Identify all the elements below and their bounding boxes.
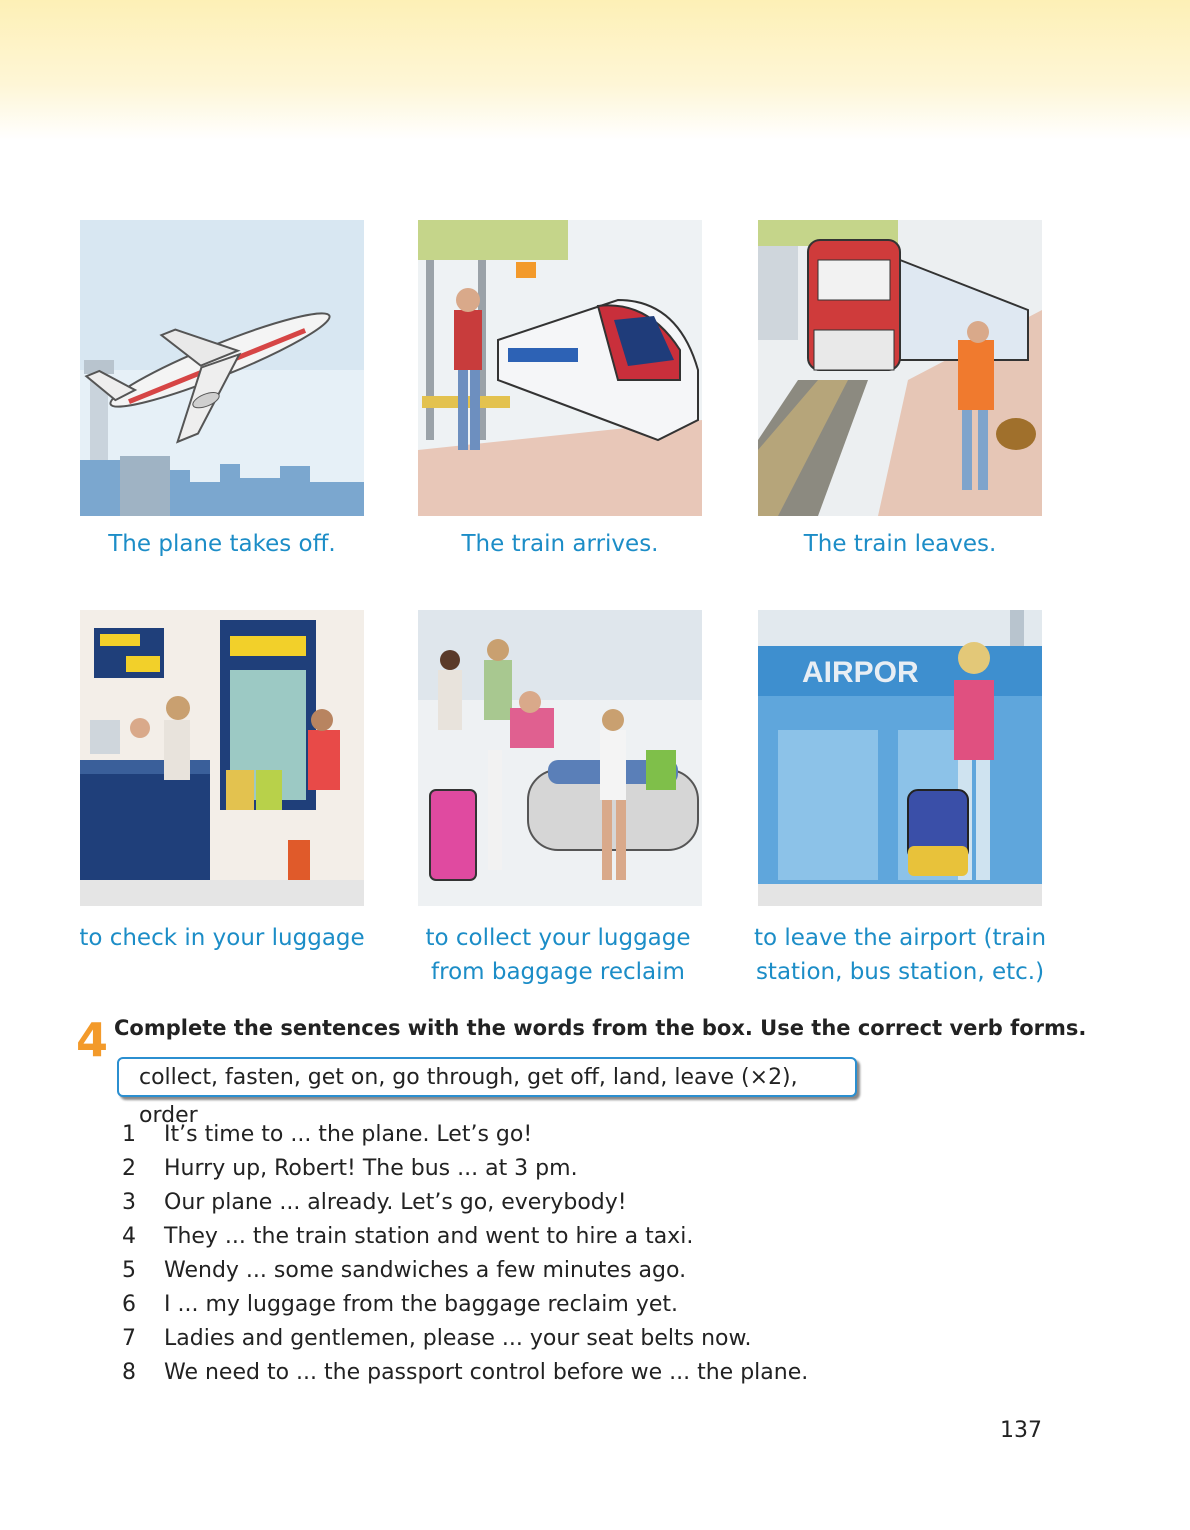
sentence-list	[118, 1118, 808, 1390]
caption-line: to check in your luggage	[79, 925, 365, 951]
item-text: Hurry up, Robert! The bus ... at 3 pm.	[164, 1156, 578, 1181]
item-text: Ladies and gentlemen, please ... your seat belts now.	[164, 1326, 752, 1351]
list-item	[118, 1118, 808, 1152]
item-number: 7	[122, 1326, 136, 1351]
caption-collect-luggage	[408, 921, 708, 989]
train-leaves-illustration	[758, 220, 1042, 516]
item-number: 6	[122, 1292, 136, 1317]
train-arrives-illustration	[418, 220, 702, 516]
list-item	[118, 1254, 808, 1288]
caption-line: to leave the airport (train	[753, 925, 1047, 951]
exercise-instruction: Complete the sentences with the words from the box. Use the correct verb forms.	[114, 1016, 1087, 1040]
item-number: 8	[122, 1360, 136, 1385]
plane-takeoff-illustration	[80, 220, 364, 516]
caption-line: from baggage reclaim	[431, 959, 685, 985]
caption-line: station, bus station, etc.)	[755, 959, 1045, 985]
item-text: They ... the train station and went to hire a taxi.	[164, 1224, 694, 1249]
list-item	[118, 1220, 808, 1254]
exercise-number: 4	[76, 1013, 109, 1067]
item-text: I ... my luggage from the baggage reclaim yet.	[164, 1292, 678, 1317]
item-number: 3	[122, 1190, 136, 1215]
baggage-reclaim-illustration	[418, 610, 702, 906]
caption-check-in	[70, 921, 374, 955]
item-number: 1	[122, 1122, 136, 1147]
page-number: 137	[1000, 1418, 1042, 1443]
check-in-illustration	[80, 610, 364, 906]
caption-train-arrives: The train arrives.	[461, 531, 659, 557]
item-number: 5	[122, 1258, 136, 1283]
list-item	[118, 1288, 808, 1322]
item-text: Our plane ... already. Let’s go, everybody!	[164, 1190, 627, 1215]
page-header-band	[0, 0, 1190, 140]
item-text: It’s time to ... the plane. Let’s go!	[164, 1122, 533, 1147]
list-item	[118, 1186, 808, 1220]
caption-plane-takes-off: The plane takes off.	[108, 531, 336, 557]
item-text: We need to ... the passport control before we ... the plane.	[164, 1360, 809, 1385]
list-item	[118, 1152, 808, 1186]
caption-leave-airport	[748, 921, 1052, 989]
caption-train-leaves: The train leaves.	[803, 531, 997, 557]
leave-airport-illustration	[758, 610, 1042, 906]
item-text: Wendy ... some sandwiches a few minutes ago.	[164, 1258, 687, 1283]
airport-sign-text: AIRPOR	[802, 656, 919, 689]
list-item	[118, 1322, 808, 1356]
word-box: collect, fasten, get on, go through, get off, land, leave (×2), order	[117, 1057, 857, 1097]
list-item	[118, 1356, 808, 1390]
caption-line: to collect your luggage	[425, 925, 691, 951]
item-number: 2	[122, 1156, 136, 1181]
item-number: 4	[122, 1224, 136, 1249]
